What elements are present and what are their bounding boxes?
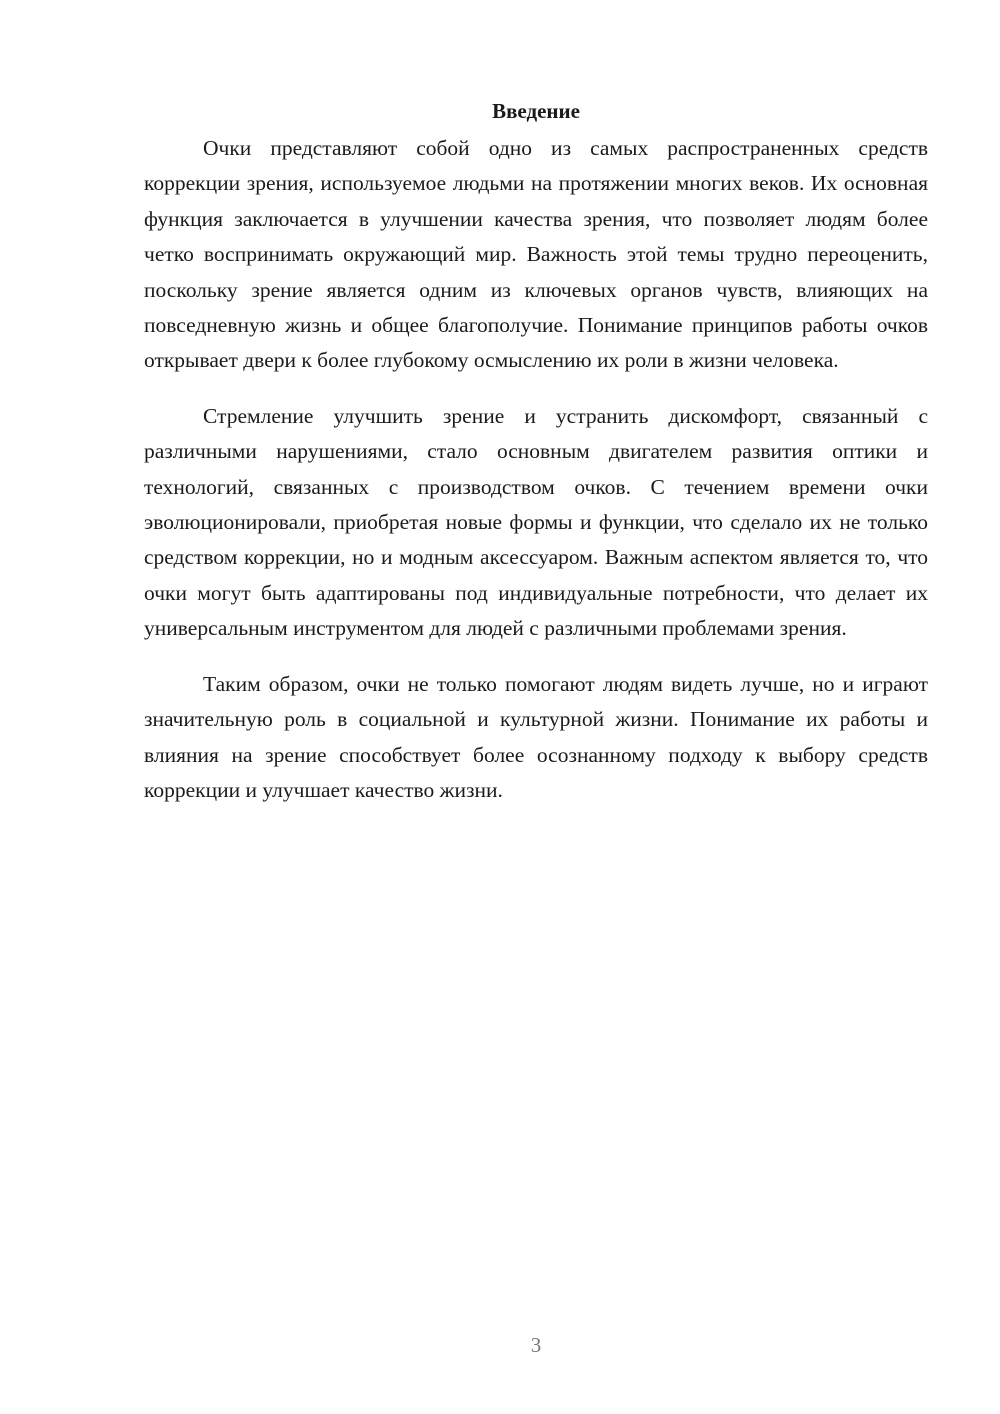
paragraph-2: Стремление улучшить зрение и устранить дискомфорт, связанный с различными нарушениями, стало основным двигателем развития оптики и технологий, связанных с производством очков. С течением времени очки эволюционировали, приобретая новые формы и функции, что сделало их не только средством коррекции, но и модным аксессуаром. Важным аспектом является то, что очки могут быть адаптированы под индивидуальные потребности, что делает их универсальным инструментом для людей с различными проблемами зрения. (144, 403, 928, 641)
section-heading: Введение (492, 99, 580, 123)
page-number: 3 (530, 1333, 542, 1357)
page-content (144, 96, 928, 828)
paragraph-3: Таким образом, очки не только помогают людям видеть лучше, но и играют значительную роль в социальной и культурной жизни. Понимание их работы и влияния на зрение способствует более осознанному подходу к выбору средств коррекции и улучшает качество жизни. (144, 671, 928, 802)
paragraph-1: Очки представляют собой одно из самых распространенных средств коррекции зрения, используемое людьми на протяжении многих веков. Их основная функция заключается в улучшении качества зрения, что позволяет людям более четко воспринимать окружающий мир. Важность этой темы трудно переоценить, поскольку зрение является одним из ключевых органов чувств, влияющих на повседневную жизнь и общее благополучие. Понимание принципов работы очков открывает двери к более глубокому осмыслению их роли в жизни человека. (144, 136, 928, 373)
